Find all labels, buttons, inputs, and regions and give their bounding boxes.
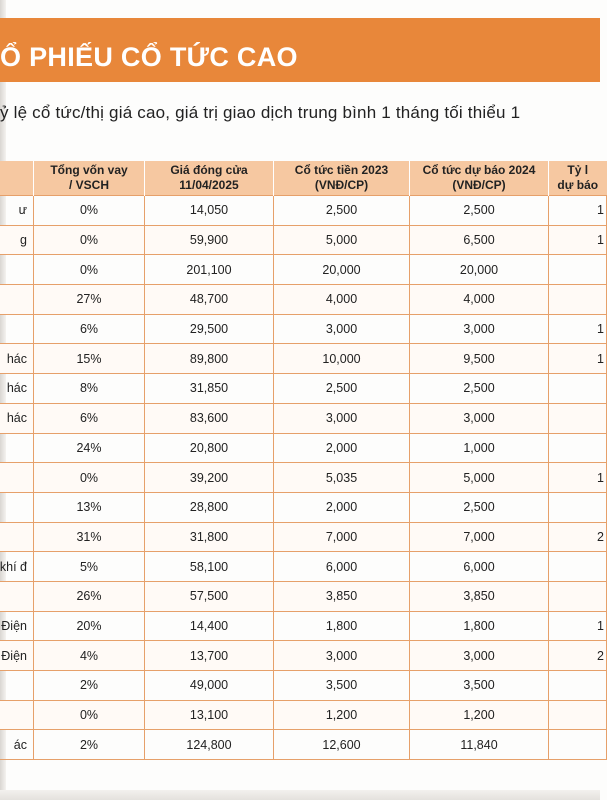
cell-debt-ratio: 0% [34, 196, 145, 226]
cell-debt-ratio: 31% [34, 522, 145, 552]
table-row [0, 581, 607, 611]
cell-close-price: 31,850 [145, 374, 274, 404]
cell-dividend-2024: 2,500 [410, 374, 549, 404]
cell-yield [549, 671, 607, 701]
cell-dividend-2024: 6,500 [410, 225, 549, 255]
table-row [0, 671, 607, 701]
cell-sector [0, 671, 34, 701]
cell-close-price: 13,100 [145, 700, 274, 730]
cell-close-price: 58,100 [145, 552, 274, 582]
cell-yield [549, 700, 607, 730]
title-banner [0, 18, 600, 82]
cell-sector [0, 314, 34, 344]
cell-debt-ratio: 0% [34, 255, 145, 285]
cell-close-price: 14,400 [145, 611, 274, 641]
header-close-price: Giá đóng cửa 11/04/2025 [145, 161, 274, 196]
subtitle-criteria: ỷ lệ cổ tức/thị giá cao, giá trị giao dịch trung bình 1 tháng tối thiểu 1 [0, 103, 521, 122]
cell-dividend-2024: 2,500 [410, 196, 549, 226]
table-row [0, 225, 607, 255]
cell-dividend-2023: 20,000 [274, 255, 410, 285]
cell-sector [0, 700, 34, 730]
table-body [0, 196, 607, 760]
table-row [0, 196, 607, 226]
cell-sector: Điện [0, 611, 34, 641]
cell-dividend-2024: 3,000 [410, 314, 549, 344]
table-row [0, 611, 607, 641]
header-dividend-2023: Cổ tức tiền 2023 (VNĐ/CP) [274, 161, 410, 196]
cell-sector: hác [0, 344, 34, 374]
cell-dividend-2024: 3,000 [410, 403, 549, 433]
cell-dividend-2024: 7,000 [410, 522, 549, 552]
cell-dividend-2023: 3,000 [274, 314, 410, 344]
table-row [0, 344, 607, 374]
cell-dividend-2023: 3,000 [274, 403, 410, 433]
cell-debt-ratio: 15% [34, 344, 145, 374]
cell-close-price: 59,900 [145, 225, 274, 255]
cell-dividend-2024: 3,500 [410, 671, 549, 701]
cell-yield: 1 [549, 611, 607, 641]
cell-dividend-2023: 3,000 [274, 641, 410, 671]
table-row [0, 433, 607, 463]
cell-yield [549, 433, 607, 463]
cell-yield [549, 374, 607, 404]
cell-yield [549, 730, 607, 760]
table-row [0, 522, 607, 552]
cell-dividend-2024: 3,850 [410, 581, 549, 611]
table-row [0, 463, 607, 493]
cell-close-price: 48,700 [145, 285, 274, 315]
cell-yield [549, 403, 607, 433]
cell-debt-ratio: 20% [34, 611, 145, 641]
cell-dividend-2024: 3,000 [410, 641, 549, 671]
cell-debt-ratio: 8% [34, 374, 145, 404]
cell-dividend-2023: 3,850 [274, 581, 410, 611]
cell-close-price: 28,800 [145, 492, 274, 522]
cell-debt-ratio: 27% [34, 285, 145, 315]
table-row [0, 314, 607, 344]
cell-yield [549, 492, 607, 522]
cell-sector [0, 581, 34, 611]
cell-debt-ratio: 0% [34, 700, 145, 730]
cell-dividend-2024: 4,000 [410, 285, 549, 315]
cell-dividend-2023: 2,000 [274, 492, 410, 522]
table-row [0, 730, 607, 760]
cell-dividend-2023: 2,500 [274, 374, 410, 404]
cell-yield: 1 [549, 463, 607, 493]
cell-debt-ratio: 2% [34, 671, 145, 701]
cell-dividend-2023: 12,600 [274, 730, 410, 760]
cell-dividend-2024: 11,840 [410, 730, 549, 760]
cell-yield: 1 [549, 344, 607, 374]
cell-debt-ratio: 6% [34, 403, 145, 433]
cell-close-price: 57,500 [145, 581, 274, 611]
cell-sector [0, 522, 34, 552]
table-row [0, 374, 607, 404]
cell-sector [0, 492, 34, 522]
cell-debt-ratio: 26% [34, 581, 145, 611]
cell-close-price: 20,800 [145, 433, 274, 463]
cell-debt-ratio: 0% [34, 463, 145, 493]
cell-dividend-2023: 1,800 [274, 611, 410, 641]
cell-dividend-2024: 9,500 [410, 344, 549, 374]
header-debt-ratio: Tổng vốn vay / VSCH [34, 161, 145, 196]
cell-yield [549, 285, 607, 315]
cell-yield [549, 581, 607, 611]
cell-debt-ratio: 24% [34, 433, 145, 463]
cell-sector [0, 463, 34, 493]
cell-yield: 2 [549, 522, 607, 552]
table-row [0, 403, 607, 433]
header-sector [0, 161, 34, 196]
cell-debt-ratio: 6% [34, 314, 145, 344]
page-title: Ổ PHIẾU CỔ TỨC CAO [0, 42, 298, 72]
cell-dividend-2023: 4,000 [274, 285, 410, 315]
cell-dividend-2024: 1,200 [410, 700, 549, 730]
cell-dividend-2023: 5,000 [274, 225, 410, 255]
cell-dividend-2023: 6,000 [274, 552, 410, 582]
cell-sector: Điện [0, 641, 34, 671]
cell-yield [549, 552, 607, 582]
cell-sector: hác [0, 374, 34, 404]
cell-sector: hác [0, 403, 34, 433]
cell-sector [0, 285, 34, 315]
cell-dividend-2024: 5,000 [410, 463, 549, 493]
cell-dividend-2023: 1,200 [274, 700, 410, 730]
bottom-shadow [0, 790, 600, 800]
cell-sector: ư [0, 196, 34, 226]
cell-close-price: 13,700 [145, 641, 274, 671]
cell-close-price: 31,800 [145, 522, 274, 552]
cell-close-price: 29,500 [145, 314, 274, 344]
header-yield: Tỷ l dự báo [549, 161, 607, 196]
cell-sector [0, 433, 34, 463]
cell-dividend-2024: 1,800 [410, 611, 549, 641]
header-dividend-2024: Cổ tức dự báo 2024 (VNĐ/CP) [410, 161, 549, 196]
cell-yield: 2 [549, 641, 607, 671]
dividend-table-container [0, 161, 606, 760]
cell-dividend-2023: 7,000 [274, 522, 410, 552]
cell-yield: 1 [549, 314, 607, 344]
cell-sector: g [0, 225, 34, 255]
cell-dividend-2023: 5,035 [274, 463, 410, 493]
cell-dividend-2023: 10,000 [274, 344, 410, 374]
cell-yield [549, 255, 607, 285]
cell-dividend-2023: 3,500 [274, 671, 410, 701]
cell-close-price: 49,000 [145, 671, 274, 701]
cell-dividend-2024: 20,000 [410, 255, 549, 285]
cell-yield: 1 [549, 225, 607, 255]
cell-dividend-2023: 2,000 [274, 433, 410, 463]
cell-close-price: 39,200 [145, 463, 274, 493]
cell-debt-ratio: 4% [34, 641, 145, 671]
cell-debt-ratio: 0% [34, 225, 145, 255]
table-header-row [0, 161, 607, 196]
cell-sector: ác [0, 730, 34, 760]
table-row [0, 285, 607, 315]
table-row [0, 700, 607, 730]
cell-sector [0, 255, 34, 285]
cell-debt-ratio: 13% [34, 492, 145, 522]
cell-close-price: 83,600 [145, 403, 274, 433]
cell-close-price: 89,800 [145, 344, 274, 374]
table-row [0, 492, 607, 522]
cell-debt-ratio: 2% [34, 730, 145, 760]
cell-sector: khí đ [0, 552, 34, 582]
cell-close-price: 14,050 [145, 196, 274, 226]
cell-dividend-2024: 6,000 [410, 552, 549, 582]
cell-yield: 1 [549, 196, 607, 226]
cell-close-price: 124,800 [145, 730, 274, 760]
cell-dividend-2024: 1,000 [410, 433, 549, 463]
table-row [0, 641, 607, 671]
table-row [0, 552, 607, 582]
cell-close-price: 201,100 [145, 255, 274, 285]
cell-dividend-2023: 2,500 [274, 196, 410, 226]
cell-debt-ratio: 5% [34, 552, 145, 582]
table-row [0, 255, 607, 285]
dividend-table [0, 161, 607, 760]
cell-dividend-2024: 2,500 [410, 492, 549, 522]
